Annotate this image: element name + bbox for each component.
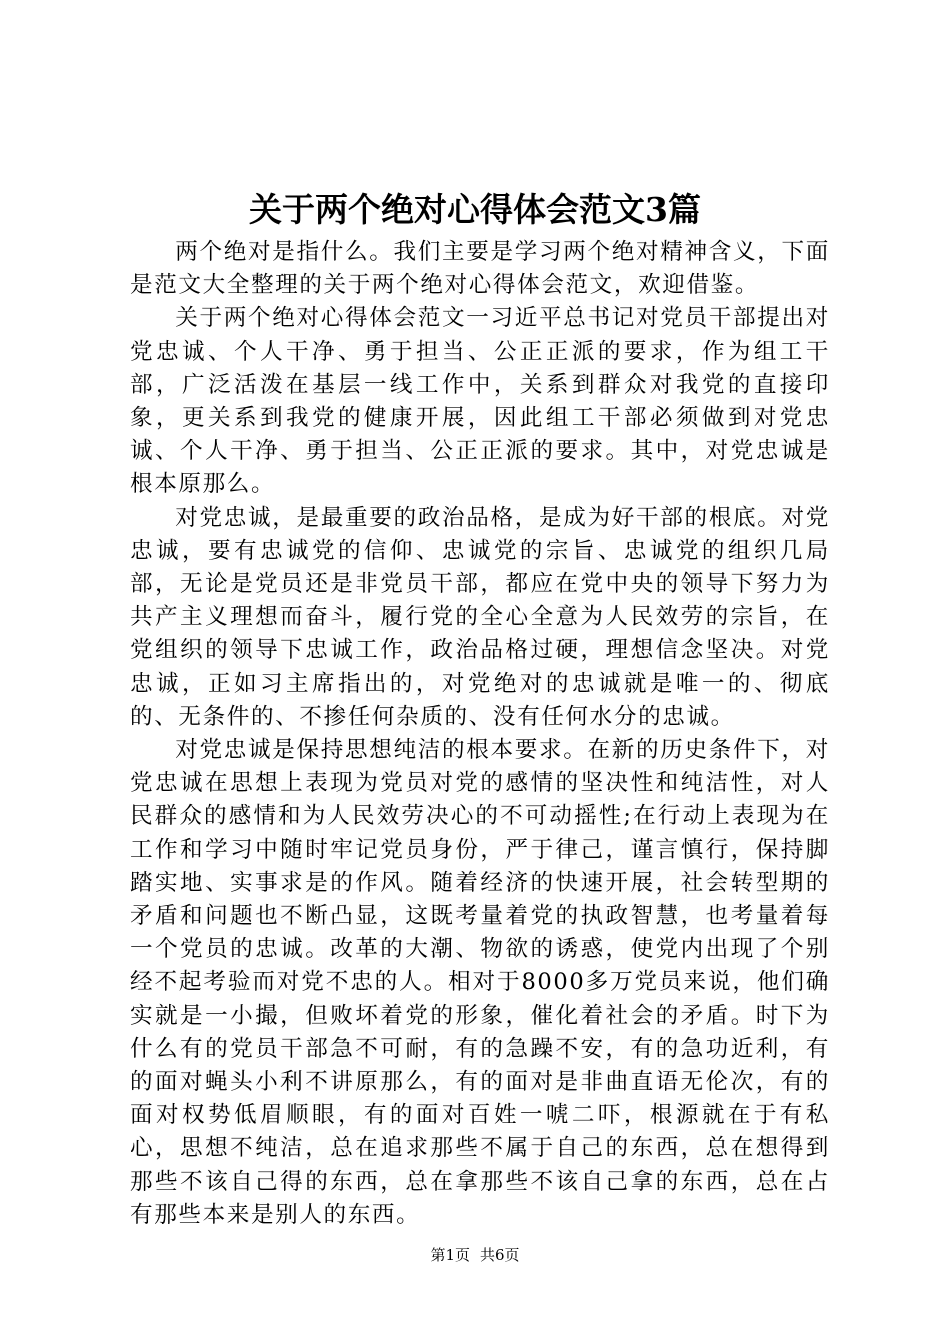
page-total: 共6页 [480,1246,520,1264]
document-title: 关于两个绝对心得体会范文3篇 [249,190,701,229]
page-footer [0,1244,950,1266]
paragraph-2: 对党忠诚，是最重要的政治品格，是成为好干部的根底。对党忠诚，要有忠诚党的信仰、忠诚党的宗旨、忠诚党的组织几局部，无论是党员还是非党员干部，都应在党中央的领导下努力为共产主义理想而奋斗，履行党的全心全意为人民效劳的宗旨，在党组织的领导下忠诚工作，政治品格过硬，理想信念坚决。对党忠诚，正如习主席指出的，对党绝对的忠诚就是唯一的、彻底的、无条件的、不掺任何杂质的、没有任何水分的忠诚。 [130,504,830,730]
page-number: 第1页 [430,1246,470,1264]
paragraph-3: 对党忠诚是保持思想纯洁的根本要求。在新的历史条件下，对党忠诚在思想上表现为党员对党的感情的坚决性和纯洁性，对人民群众的感情和为人民效劳决心的不可动摇性;在行动上表现为在工作和学习中随时牢记党员身份，严于律己，谨言慎行，保持脚踏实地、实事求是的作风。随着经济的快速开展，社会转型期的矛盾和问题也不断凸显，这既考量着党的执政智慧，也考量着每一个党员的忠诚。改革的大潮、物欲的诱惑，使党内出现了个别经不起考验而对党不忠的人。相对于8000多万党员来说，他们确实就是一小撮，但败坏着党的形象，催化着社会的矛盾。时下为什么有的党员干部急不可耐，有的急躁不安，有的急功近利，有的面对蝇头小利不讲原那么，有的面对是非曲直语无伦次，有的面对权势低眉顺眼，有的面对百姓一唬二吓，根源就在于有私心，思想不纯洁，总在追求那些不属于自己的东西，总在想得到那些不该自己得的东西，总在拿那些不该自己拿的东西，总在占有那些本来是别人的东西。 [130,737,830,1228]
paragraph-1: 关于两个绝对心得体会范文一习近平总书记对党员干部提出对党忠诚、个人干净、勇于担当、公正正派的要求，作为组工干部，广泛活泼在基层一线工作中，关系到群众对我党的直接印象，更关系到我党的健康开展，因此组工干部必须做到对党忠诚、个人干净、勇于担当、公正正派的要求。其中，对党忠诚是根本原那么。 [130,305,830,498]
paragraph-intro: 两个绝对是指什么。我们主要是学习两个绝对精神含义，下面是范文大全整理的关于两个绝对心得体会范文，欢迎借鉴。 [130,239,830,299]
document-body [130,236,830,1232]
